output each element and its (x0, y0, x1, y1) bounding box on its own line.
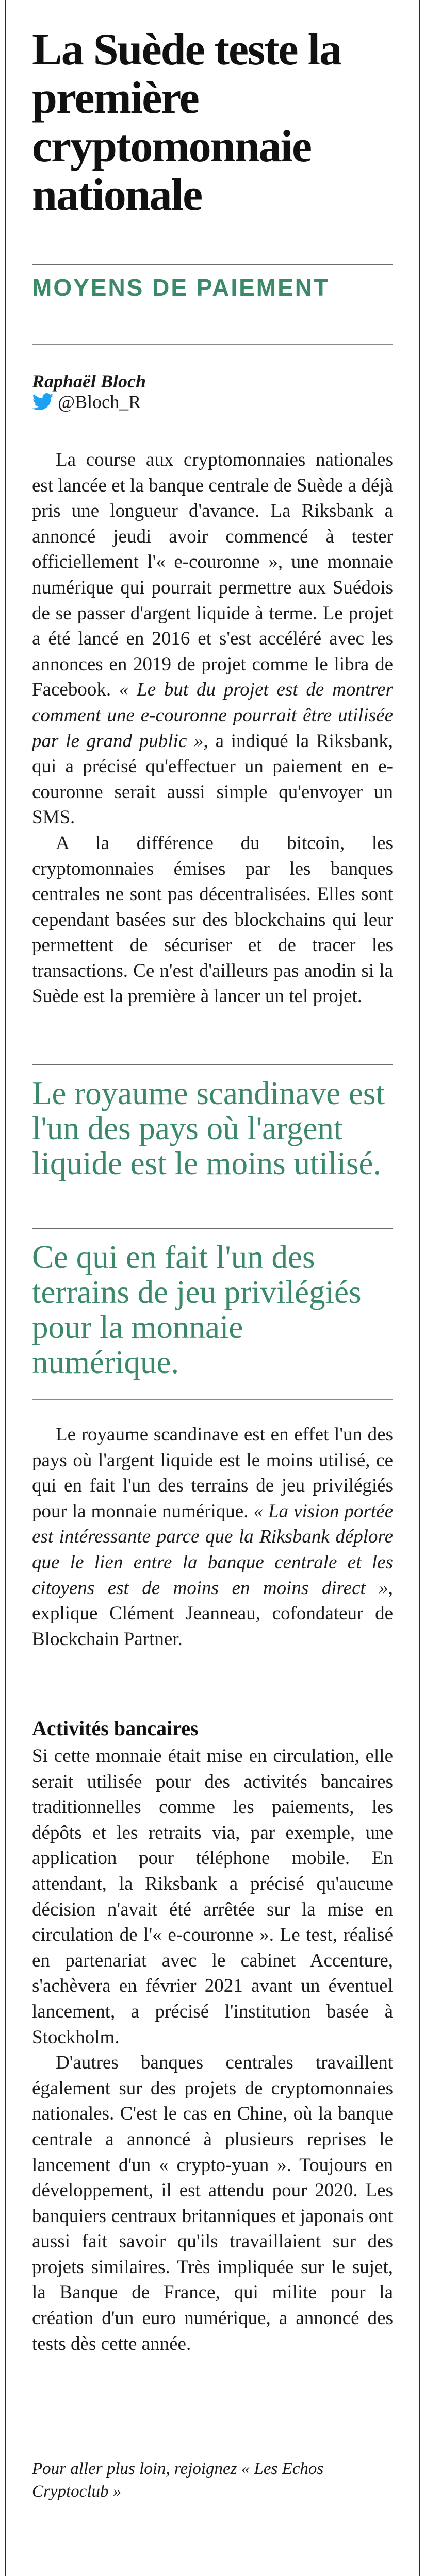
paragraph-5: D'autres banques centrales travaillent également sur des projets de cryptomonnaies nationales. C'est le cas en Chine, où la banque centrale a annoncé à plusieurs reprises le lancement d'un « crypto-yuan ». Toujours en développement, il est attendu pour 2020. Les banquiers centraux britanniques et japonais ont aussi fait savoir qu'ils travaillaient sur des projets similaires. Très impliquée sur le sujet, la Banque de France, qui milite pour la création d'un euro numérique, a annoncé des tests dès cette année. (32, 2052, 393, 2354)
pullquote-1: Le royaume scandinave est l'un des pays où l'argent liquide est le moins utilisé. (32, 1075, 385, 1181)
paragraph-2: A la différence du bitcoin, les cryptomonnaies émises par les banques centrales ne sont pas décentralisées. Elles sont cependant basées sur des blockchains qui leur permettent de sécuriser et de tracer les transactions. Ce n'est d'ailleurs pas anodin si la Suède est la première à lancer un tel projet. (32, 832, 393, 1007)
headline: La Suède teste la première cryptomonnaie nationale (32, 25, 341, 220)
author-handle-text: @Bloch_R (58, 392, 141, 412)
paragraph-4: Si cette monnaie était mise en circulation, elle serait utilisée pour des activités bancaires traditionnelles comme les paiements, les dépôts et les retraits via, par exemple, une application pour téléphone mobile. En attendant, la Riksbank a précisé qu'aucune décision n'avait été arrêtée sur la mise en circulation de l'« e-couronne ». Le test, réalisé en partenariat avec le cabinet Accenture, s'achèvera en février 2021 avant un éventuel lancement, a précisé l'institution basée à Stockholm. (32, 1745, 393, 2048)
rubric-rule-top (32, 264, 393, 265)
left-border (5, 0, 6, 2576)
byline (32, 371, 393, 412)
author-handle[interactable] (32, 392, 393, 412)
intro-paragraphs (32, 447, 393, 1009)
rubric-rule-bottom (32, 344, 393, 345)
right-border (419, 0, 420, 2576)
article-column (32, 0, 393, 2501)
footer-note: Pour aller plus loin, rejoignez « Les Echos Cryptoclub » (32, 2460, 324, 2501)
paragraph-1: La course aux cryptomonnaies nationales est lancée et la banque centrale de Suède a déjà pris une longueur d'avance. La Riksbank a annoncé jeudi avoir commencé à tester officiellement l'« e-couronne », une monnaie numérique qui pourrait permettre aux Suédois de se passer d'argent liquide à terme. Le projet a été lancé en 2016 et s'est accéléré avec les annonces en 2019 de projet comme le libra de Facebook. « Le but du projet est de montrer comment une e-couronne pourrait être utilisée par le grand public », a indiqué la Riksbank, qui a précisé qu'effectuer un paiement en e-couronne serait aussi simple qu'envoyer un SMS. (32, 449, 393, 828)
paragraph-3: Le royaume scandinave est en effet l'un des pays où l'argent liquide est le moins utilisé, ce qui en fait l'un des terrains de jeu privilégiés pour la monnaie numérique. « La vision portée est intéressante parce que la Riksbank déplore que le lien entre la banque centrale et les citoyens est de moins en moins direct », explique Clément Jeanneau, cofondateur de Blockchain Partner. (32, 1424, 393, 1650)
closing-paragraphs (32, 1743, 393, 2357)
author-name: Raphaël Bloch (32, 371, 146, 392)
pullquote-2-rule (32, 1228, 393, 1229)
pullquote-2: Ce qui en fait l'un des terrains de jeu privilégiés pour la monnaie numérique. (32, 1239, 362, 1380)
twitter-bird-icon (32, 393, 54, 411)
pullquote-1-rule (32, 1064, 393, 1065)
rubric: MOYENS DE PAIEMENT (32, 274, 330, 301)
subhead-activites-bancaires: Activités bancaires (32, 1717, 199, 1740)
pullquote-bottom-rule (32, 1399, 393, 1400)
paragraph-3-block (32, 1422, 393, 1652)
